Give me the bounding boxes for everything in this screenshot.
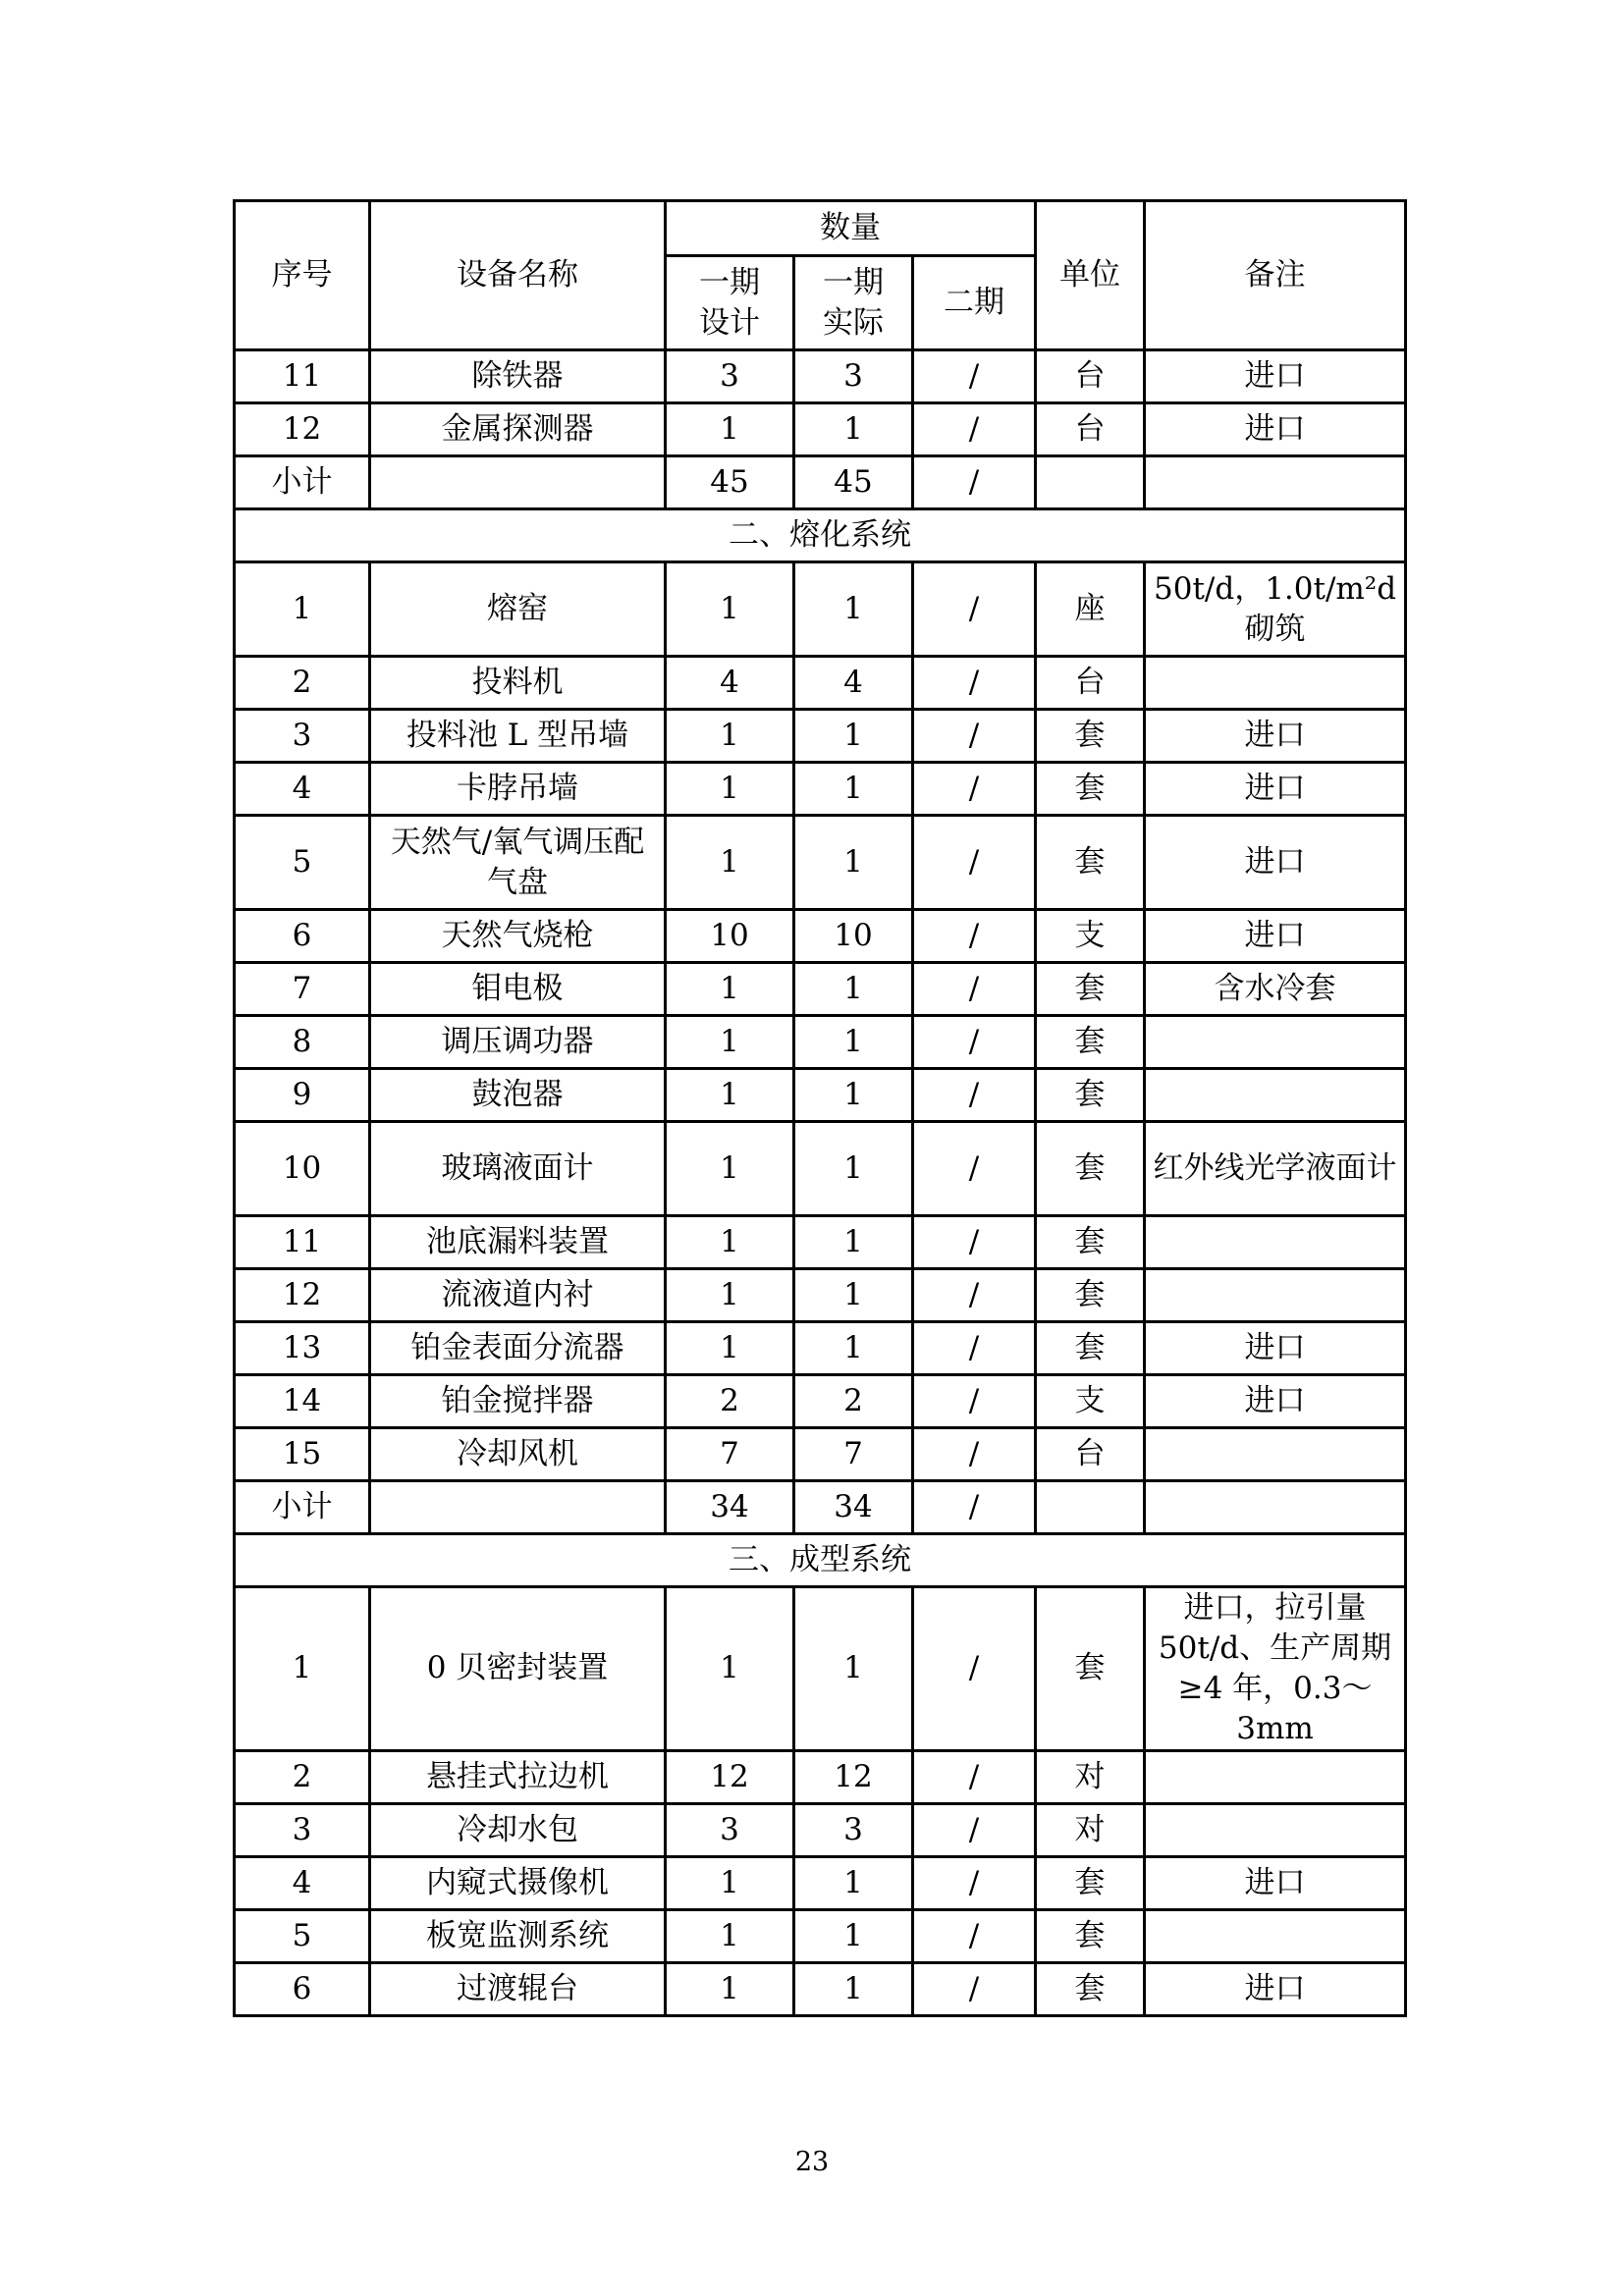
cell-unit: 套 bbox=[1036, 963, 1145, 1016]
table-row bbox=[235, 1322, 1406, 1375]
header-phase1-design-line2: 设计 bbox=[699, 304, 760, 341]
cell-unit: 支 bbox=[1036, 1375, 1145, 1428]
table-row bbox=[235, 1375, 1406, 1428]
table-row bbox=[235, 1122, 1406, 1216]
cell-phase1-actual: 1 bbox=[794, 1069, 913, 1122]
header-equipment-name: 设备名称 bbox=[370, 201, 666, 350]
cell-remark: 进口 bbox=[1145, 1322, 1406, 1375]
cell-phase2: / bbox=[913, 1122, 1036, 1216]
header-remark: 备注 bbox=[1145, 201, 1406, 350]
table-row bbox=[235, 456, 1406, 509]
cell-equipment-name: 熔窑 bbox=[370, 562, 666, 657]
cell-index: 12 bbox=[235, 403, 370, 456]
cell-index: 小计 bbox=[235, 1481, 370, 1534]
cell-remark: 含水冷套 bbox=[1145, 963, 1406, 1016]
cell-phase2: / bbox=[913, 1803, 1036, 1856]
cell-remark: 进口，拉引量 50t/d、生产周期≥4 年，0.3～3mm bbox=[1145, 1587, 1406, 1751]
cell-phase1-design: 1 bbox=[666, 963, 794, 1016]
cell-remark: 进口 bbox=[1145, 910, 1406, 963]
cell-equipment-name bbox=[370, 456, 666, 509]
header-phase1-actual-line2: 实际 bbox=[823, 304, 884, 341]
table-row bbox=[235, 710, 1406, 763]
cell-remark bbox=[1145, 1428, 1406, 1481]
cell-phase1-design: 1 bbox=[666, 1909, 794, 1962]
cell-phase1-actual: 1 bbox=[794, 1122, 913, 1216]
cell-equipment-name: 铂金搅拌器 bbox=[370, 1375, 666, 1428]
table-row bbox=[235, 1016, 1406, 1069]
cell-phase2: / bbox=[913, 910, 1036, 963]
cell-unit: 套 bbox=[1036, 1587, 1145, 1751]
table-body bbox=[235, 350, 1406, 2016]
cell-unit: 套 bbox=[1036, 1909, 1145, 1962]
cell-phase1-actual: 1 bbox=[794, 710, 913, 763]
cell-phase1-actual: 1 bbox=[794, 562, 913, 657]
cell-unit: 套 bbox=[1036, 763, 1145, 816]
cell-unit: 套 bbox=[1036, 1216, 1145, 1269]
table-row bbox=[235, 1587, 1406, 1751]
cell-phase1-actual: 1 bbox=[794, 1269, 913, 1322]
cell-remark: 50t/d，1.0t/m²d 砌筑 bbox=[1145, 562, 1406, 657]
cell-equipment-name: 池底漏料装置 bbox=[370, 1216, 666, 1269]
cell-phase1-actual: 12 bbox=[794, 1750, 913, 1803]
cell-index: 6 bbox=[235, 1962, 370, 2015]
cell-remark bbox=[1145, 1069, 1406, 1122]
cell-phase1-actual: 7 bbox=[794, 1428, 913, 1481]
cell-phase1-actual: 1 bbox=[794, 1016, 913, 1069]
table-row bbox=[235, 1069, 1406, 1122]
header-phase1-design-line1: 一期 bbox=[699, 264, 760, 300]
cell-equipment-name: 板宽监测系统 bbox=[370, 1909, 666, 1962]
cell-equipment-name: 流液道内衬 bbox=[370, 1269, 666, 1322]
cell-unit: 套 bbox=[1036, 1069, 1145, 1122]
cell-remark: 进口 bbox=[1145, 403, 1406, 456]
cell-index: 12 bbox=[235, 1269, 370, 1322]
header-index: 序号 bbox=[235, 201, 370, 350]
cell-phase1-actual: 1 bbox=[794, 1216, 913, 1269]
cell-equipment-name: 0 贝密封装置 bbox=[370, 1587, 666, 1751]
cell-unit bbox=[1036, 456, 1145, 509]
cell-equipment-name: 卡脖吊墙 bbox=[370, 763, 666, 816]
header-unit: 单位 bbox=[1036, 201, 1145, 350]
cell-index: 1 bbox=[235, 1587, 370, 1751]
cell-remark bbox=[1145, 657, 1406, 710]
cell-index: 10 bbox=[235, 1122, 370, 1216]
cell-index: 8 bbox=[235, 1016, 370, 1069]
cell-remark bbox=[1145, 1803, 1406, 1856]
cell-phase1-design: 1 bbox=[666, 403, 794, 456]
cell-phase2: / bbox=[913, 1269, 1036, 1322]
cell-phase1-actual: 1 bbox=[794, 1587, 913, 1751]
section-title: 三、成型系统 bbox=[235, 1534, 1406, 1587]
cell-index: 11 bbox=[235, 350, 370, 403]
cell-phase2: / bbox=[913, 1481, 1036, 1534]
cell-equipment-name: 天然气/氧气调压配气盘 bbox=[370, 816, 666, 910]
cell-remark bbox=[1145, 1909, 1406, 1962]
page-number: 23 bbox=[794, 2147, 830, 2177]
cell-remark bbox=[1145, 1269, 1406, 1322]
cell-index: 13 bbox=[235, 1322, 370, 1375]
cell-unit: 支 bbox=[1036, 910, 1145, 963]
cell-phase1-actual: 1 bbox=[794, 1322, 913, 1375]
cell-unit: 套 bbox=[1036, 710, 1145, 763]
cell-equipment-name: 鼓泡器 bbox=[370, 1069, 666, 1122]
cell-phase2: / bbox=[913, 816, 1036, 910]
table-row bbox=[235, 1750, 1406, 1803]
cell-phase1-actual: 1 bbox=[794, 816, 913, 910]
cell-phase1-actual: 10 bbox=[794, 910, 913, 963]
cell-phase2: / bbox=[913, 403, 1036, 456]
cell-phase1-actual: 2 bbox=[794, 1375, 913, 1428]
cell-phase1-design: 3 bbox=[666, 350, 794, 403]
cell-unit: 台 bbox=[1036, 1428, 1145, 1481]
cell-equipment-name: 除铁器 bbox=[370, 350, 666, 403]
cell-phase1-design: 2 bbox=[666, 1375, 794, 1428]
cell-equipment-name: 过渡辊台 bbox=[370, 1962, 666, 2015]
section-row bbox=[235, 1534, 1406, 1587]
cell-phase1-actual: 4 bbox=[794, 657, 913, 710]
cell-phase1-actual: 1 bbox=[794, 1909, 913, 1962]
cell-phase2: / bbox=[913, 1856, 1036, 1909]
table-row bbox=[235, 1428, 1406, 1481]
cell-phase2: / bbox=[913, 710, 1036, 763]
cell-index: 6 bbox=[235, 910, 370, 963]
cell-phase1-design: 1 bbox=[666, 1216, 794, 1269]
cell-remark bbox=[1145, 1750, 1406, 1803]
cell-phase1-design: 1 bbox=[666, 1069, 794, 1122]
cell-phase1-actual: 3 bbox=[794, 350, 913, 403]
cell-unit: 对 bbox=[1036, 1750, 1145, 1803]
cell-index: 3 bbox=[235, 1803, 370, 1856]
header-phase1-design bbox=[666, 256, 794, 350]
cell-phase1-design: 1 bbox=[666, 710, 794, 763]
table-row bbox=[235, 562, 1406, 657]
cell-unit: 台 bbox=[1036, 403, 1145, 456]
cell-index: 9 bbox=[235, 1069, 370, 1122]
cell-phase1-actual: 1 bbox=[794, 1856, 913, 1909]
cell-unit bbox=[1036, 1481, 1145, 1534]
table-row bbox=[235, 657, 1406, 710]
cell-index: 5 bbox=[235, 1909, 370, 1962]
cell-remark bbox=[1145, 1016, 1406, 1069]
cell-remark bbox=[1145, 1216, 1406, 1269]
cell-index: 14 bbox=[235, 1375, 370, 1428]
cell-equipment-name: 投料池 L 型吊墙 bbox=[370, 710, 666, 763]
table-header bbox=[235, 201, 1406, 350]
table-row bbox=[235, 1269, 1406, 1322]
cell-index: 5 bbox=[235, 816, 370, 910]
cell-phase1-design: 34 bbox=[666, 1481, 794, 1534]
table-row bbox=[235, 910, 1406, 963]
cell-phase2: / bbox=[913, 1069, 1036, 1122]
cell-remark: 进口 bbox=[1145, 710, 1406, 763]
cell-phase1-design: 7 bbox=[666, 1428, 794, 1481]
cell-phase2: / bbox=[913, 1016, 1036, 1069]
cell-index: 小计 bbox=[235, 456, 370, 509]
cell-index: 2 bbox=[235, 1750, 370, 1803]
cell-remark: 红外线光学液面计 bbox=[1145, 1122, 1406, 1216]
cell-equipment-name: 内窥式摄像机 bbox=[370, 1856, 666, 1909]
cell-phase1-actual: 1 bbox=[794, 963, 913, 1016]
table-row bbox=[235, 816, 1406, 910]
header-phase1-actual-line1: 一期 bbox=[823, 264, 884, 300]
cell-phase2: / bbox=[913, 1750, 1036, 1803]
cell-phase1-actual: 3 bbox=[794, 1803, 913, 1856]
cell-unit: 套 bbox=[1036, 1962, 1145, 2015]
cell-equipment-name: 冷却风机 bbox=[370, 1428, 666, 1481]
cell-index: 1 bbox=[235, 562, 370, 657]
cell-remark: 进口 bbox=[1145, 816, 1406, 910]
cell-phase1-design: 4 bbox=[666, 657, 794, 710]
cell-equipment-name: 天然气烧枪 bbox=[370, 910, 666, 963]
table-row bbox=[235, 763, 1406, 816]
cell-remark: 进口 bbox=[1145, 1856, 1406, 1909]
header-phase1-actual bbox=[794, 256, 913, 350]
cell-phase1-design: 1 bbox=[666, 1962, 794, 2015]
cell-phase2: / bbox=[913, 1428, 1036, 1481]
table-row bbox=[235, 963, 1406, 1016]
equipment-table bbox=[233, 199, 1407, 2017]
cell-phase2: / bbox=[913, 456, 1036, 509]
cell-phase1-design: 1 bbox=[666, 1269, 794, 1322]
cell-phase2: / bbox=[913, 1962, 1036, 2015]
cell-phase1-actual: 1 bbox=[794, 1962, 913, 2015]
cell-equipment-name: 调压调功器 bbox=[370, 1016, 666, 1069]
cell-phase1-actual: 1 bbox=[794, 763, 913, 816]
cell-phase1-design: 1 bbox=[666, 1016, 794, 1069]
cell-phase2: / bbox=[913, 963, 1036, 1016]
cell-phase1-design: 1 bbox=[666, 816, 794, 910]
table-row bbox=[235, 403, 1406, 456]
cell-index: 2 bbox=[235, 657, 370, 710]
table-row bbox=[235, 350, 1406, 403]
cell-unit: 台 bbox=[1036, 657, 1145, 710]
cell-equipment-name: 金属探测器 bbox=[370, 403, 666, 456]
cell-phase1-actual: 45 bbox=[794, 456, 913, 509]
cell-phase2: / bbox=[913, 1375, 1036, 1428]
cell-remark bbox=[1145, 456, 1406, 509]
cell-unit: 对 bbox=[1036, 1803, 1145, 1856]
cell-phase1-design: 1 bbox=[666, 1122, 794, 1216]
cell-phase2: / bbox=[913, 1216, 1036, 1269]
cell-phase1-design: 1 bbox=[666, 562, 794, 657]
cell-index: 7 bbox=[235, 963, 370, 1016]
cell-remark: 进口 bbox=[1145, 350, 1406, 403]
cell-phase1-actual: 34 bbox=[794, 1481, 913, 1534]
cell-phase1-design: 1 bbox=[666, 1856, 794, 1909]
cell-unit: 套 bbox=[1036, 1322, 1145, 1375]
cell-equipment-name: 悬挂式拉边机 bbox=[370, 1750, 666, 1803]
cell-phase1-design: 3 bbox=[666, 1803, 794, 1856]
cell-index: 4 bbox=[235, 1856, 370, 1909]
cell-remark bbox=[1145, 1481, 1406, 1534]
section-title: 二、熔化系统 bbox=[235, 509, 1406, 562]
cell-equipment-name bbox=[370, 1481, 666, 1534]
table-row bbox=[235, 1481, 1406, 1534]
cell-index: 15 bbox=[235, 1428, 370, 1481]
cell-index: 4 bbox=[235, 763, 370, 816]
cell-phase2: / bbox=[913, 1909, 1036, 1962]
cell-phase1-design: 1 bbox=[666, 1322, 794, 1375]
cell-phase2: / bbox=[913, 1322, 1036, 1375]
cell-index: 3 bbox=[235, 710, 370, 763]
cell-unit: 座 bbox=[1036, 562, 1145, 657]
cell-remark: 进口 bbox=[1145, 1375, 1406, 1428]
table-row bbox=[235, 1856, 1406, 1909]
cell-phase1-design: 1 bbox=[666, 1587, 794, 1751]
cell-remark: 进口 bbox=[1145, 763, 1406, 816]
cell-phase1-design: 12 bbox=[666, 1750, 794, 1803]
cell-equipment-name: 铂金表面分流器 bbox=[370, 1322, 666, 1375]
cell-equipment-name: 投料机 bbox=[370, 657, 666, 710]
table-row bbox=[235, 1216, 1406, 1269]
cell-equipment-name: 玻璃液面计 bbox=[370, 1122, 666, 1216]
cell-phase2: / bbox=[913, 1587, 1036, 1751]
cell-unit: 套 bbox=[1036, 1856, 1145, 1909]
cell-equipment-name: 钼电极 bbox=[370, 963, 666, 1016]
cell-phase1-design: 10 bbox=[666, 910, 794, 963]
cell-phase2: / bbox=[913, 763, 1036, 816]
cell-phase1-design: 1 bbox=[666, 763, 794, 816]
cell-equipment-name: 冷却水包 bbox=[370, 1803, 666, 1856]
cell-unit: 套 bbox=[1036, 1269, 1145, 1322]
cell-phase2: / bbox=[913, 350, 1036, 403]
cell-unit: 套 bbox=[1036, 1122, 1145, 1216]
cell-phase2: / bbox=[913, 562, 1036, 657]
cell-phase2: / bbox=[913, 657, 1036, 710]
cell-phase1-actual: 1 bbox=[794, 403, 913, 456]
cell-unit: 台 bbox=[1036, 350, 1145, 403]
cell-index: 11 bbox=[235, 1216, 370, 1269]
table-row bbox=[235, 1962, 1406, 2015]
cell-unit: 套 bbox=[1036, 1016, 1145, 1069]
section-row bbox=[235, 509, 1406, 562]
cell-unit: 套 bbox=[1036, 816, 1145, 910]
table-row bbox=[235, 1909, 1406, 1962]
cell-phase1-design: 45 bbox=[666, 456, 794, 509]
header-phase2: 二期 bbox=[913, 256, 1036, 350]
cell-remark: 进口 bbox=[1145, 1962, 1406, 2015]
table-row bbox=[235, 1803, 1406, 1856]
header-quantity: 数量 bbox=[666, 201, 1036, 256]
